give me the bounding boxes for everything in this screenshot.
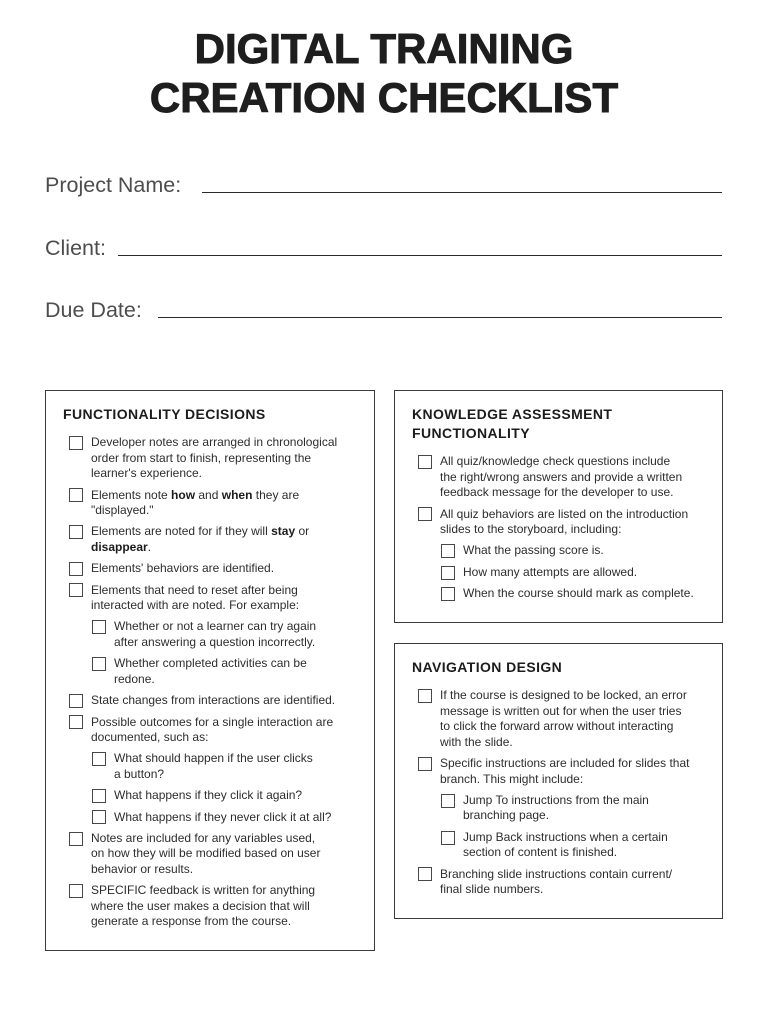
page-title	[0, 24, 768, 122]
item-text-line: SPECIFIC feedback is written for anything	[91, 883, 316, 898]
item-text-line: order from start to finish, representing the	[91, 450, 312, 465]
item-text	[463, 565, 637, 581]
checklist-item	[418, 454, 714, 501]
item-text-line: on how they will be modified based on user	[91, 846, 321, 861]
item-text-line: message is written out for when the user tries	[440, 703, 682, 718]
checklist-item	[418, 688, 714, 750]
item-text-line: All quiz/knowledge check questions include	[440, 454, 671, 469]
checklist-subitem	[441, 543, 714, 559]
page-title-line: DIGITAL TRAINING	[194, 25, 574, 72]
checklist-subitem	[92, 810, 366, 826]
text-segment: they are	[252, 487, 300, 502]
checkbox[interactable]	[69, 694, 83, 708]
checklist-subitem	[92, 788, 366, 804]
item-text-line: State changes from interactions are identified.	[91, 693, 336, 708]
checkbox[interactable]	[69, 583, 83, 597]
item-text-line: generate a response from the course.	[91, 914, 292, 929]
item-text-line: behavior or results.	[91, 861, 194, 876]
item-text	[440, 507, 688, 538]
checkbox[interactable]	[92, 752, 106, 766]
checklist-item	[69, 831, 366, 878]
item-text-line: to click the forward arrow without interacting	[440, 719, 674, 734]
checkbox[interactable]	[441, 544, 455, 558]
item-text	[114, 810, 331, 826]
item-text-line: Jump Back instructions when a certain	[463, 829, 668, 844]
checklist-subitem	[92, 619, 366, 650]
item-text-line: Branching slide instructions contain current/	[440, 866, 673, 881]
checklist-item	[69, 524, 366, 555]
item-text-line: where the user makes a decision that will	[91, 898, 310, 913]
client-field	[45, 236, 722, 260]
item-text-line: What happens if they click it again?	[114, 788, 303, 803]
bold-text: how	[171, 487, 196, 502]
item-text-line	[91, 524, 309, 540]
bold-text: disappear	[91, 539, 148, 554]
checklist-subitem	[441, 565, 714, 581]
item-text	[91, 883, 315, 930]
sub-checklist	[92, 619, 366, 687]
checkbox[interactable]	[92, 657, 106, 671]
text-segment: .	[147, 539, 152, 554]
item-text-line: All quiz behaviors are listed on the introduction	[440, 506, 689, 521]
checkbox[interactable]	[418, 689, 432, 703]
item-text-line: feedback message for the developer to use.	[440, 485, 674, 500]
checklist-item	[69, 883, 366, 930]
sub-checklist	[441, 543, 714, 601]
item-text-line	[91, 540, 309, 556]
checklist-item	[418, 867, 714, 898]
item-text	[114, 619, 316, 650]
due-date-input-line[interactable]	[158, 298, 722, 318]
checkbox[interactable]	[441, 794, 455, 808]
checkbox[interactable]	[441, 566, 455, 580]
due-date-label: Due Date:	[45, 298, 142, 322]
checklist	[69, 435, 366, 929]
item-text	[114, 656, 307, 687]
item-text	[91, 715, 333, 746]
sub-checklist	[92, 751, 366, 825]
item-text	[440, 688, 687, 750]
text-segment: and	[195, 487, 222, 502]
item-text-line: Elements' behaviors are identified.	[91, 561, 275, 576]
item-text-line: branch. This might include:	[440, 771, 584, 786]
item-text-line	[91, 488, 299, 504]
item-text-line: Elements that need to reset after being	[91, 582, 298, 597]
checkbox[interactable]	[69, 436, 83, 450]
item-text-line: branching page.	[463, 808, 550, 823]
checkbox[interactable]	[92, 789, 106, 803]
item-text-line: "displayed."	[91, 503, 154, 518]
bold-text: when	[221, 487, 253, 502]
checklist-subitem	[441, 793, 714, 824]
sub-checklist	[441, 793, 714, 861]
section-title-line: FUNCTIONALITY DECISIONS	[63, 405, 266, 422]
checklist-subitem	[92, 751, 366, 782]
section-title	[412, 405, 714, 443]
checklist-item	[69, 583, 366, 614]
checklist-item	[69, 561, 366, 577]
item-text-line: When the course should mark as complete.	[463, 586, 694, 601]
item-text-line: slides to the storyboard, including:	[440, 522, 622, 537]
item-text-line: interacted with are noted. For example:	[91, 598, 300, 613]
page-title-line: CREATION CHECKLIST	[149, 74, 619, 121]
due-date-field	[45, 298, 722, 322]
checkbox[interactable]	[441, 587, 455, 601]
section-title-line: NAVIGATION DESIGN	[412, 658, 563, 675]
item-text-line: What happens if they never click it at all?	[114, 809, 332, 824]
item-text-line: Developer notes are arranged in chronological	[91, 435, 338, 450]
section-knowledge-assessment	[394, 390, 723, 623]
item-text	[91, 561, 274, 577]
item-text	[91, 831, 320, 878]
project-name-label: Project Name:	[45, 173, 182, 197]
checkbox[interactable]	[92, 620, 106, 634]
item-text-line: How many attempts are allowed.	[463, 564, 638, 579]
client-input-line[interactable]	[118, 236, 722, 256]
checkbox[interactable]	[69, 562, 83, 576]
client-label: Client:	[45, 236, 106, 260]
section-title-line: KNOWLEDGE ASSESSMENT	[412, 405, 613, 422]
item-text-line: Specific instructions are included for slides that	[440, 756, 690, 771]
checkbox[interactable]	[69, 884, 83, 898]
checklist-subitem	[92, 656, 366, 687]
checklist	[418, 454, 714, 601]
checkbox[interactable]	[69, 832, 83, 846]
checklist-item	[69, 488, 366, 519]
checkbox[interactable]	[69, 525, 83, 539]
item-text-line: If the course is designed to be locked, an error	[440, 688, 687, 703]
section-title-line: FUNCTIONALITY	[412, 424, 530, 441]
item-text-line: the right/wrong answers and provide a written	[440, 469, 683, 484]
section-functionality-decisions	[45, 390, 375, 951]
checkbox[interactable]	[441, 831, 455, 845]
item-text	[463, 793, 649, 824]
item-text-line: final slide numbers.	[440, 882, 544, 897]
item-text	[463, 543, 604, 559]
item-text-line: after answering a question incorrectly.	[114, 634, 316, 649]
item-text	[463, 830, 668, 861]
item-text-line: learner's experience.	[91, 466, 203, 481]
item-text	[91, 488, 299, 519]
checklist-subitem	[441, 586, 714, 602]
item-text	[114, 751, 313, 782]
item-text-line: documented, such as:	[91, 730, 209, 744]
checkbox[interactable]	[418, 867, 432, 881]
checklist-item	[69, 435, 366, 482]
item-text-line: Whether or not a learner can try again	[114, 619, 317, 634]
bold-text: stay	[271, 524, 296, 539]
checklist-item	[69, 693, 366, 709]
text-segment: Elements note	[91, 487, 172, 502]
checklist	[418, 688, 714, 897]
item-text	[91, 583, 299, 614]
item-text-line: Notes are included for any variables used,	[91, 830, 316, 845]
item-text	[440, 454, 682, 501]
checklist-item	[418, 756, 714, 787]
item-text	[91, 524, 309, 555]
section-title	[63, 405, 366, 424]
item-text-line: Jump To instructions from the main	[463, 792, 649, 807]
item-text	[440, 867, 672, 898]
section-navigation-design	[394, 643, 723, 919]
item-text	[91, 435, 337, 482]
item-text	[114, 788, 302, 804]
item-text-line: What should happen if the user clicks	[114, 751, 313, 766]
item-text-line: with the slide.	[440, 734, 513, 749]
project-name-field	[45, 173, 722, 197]
item-text-line: Whether completed activities can be	[114, 656, 307, 671]
checklist-subitem	[441, 830, 714, 861]
checkbox[interactable]	[418, 757, 432, 771]
checkbox[interactable]	[69, 488, 83, 502]
item-text-line: What the passing score is.	[463, 543, 604, 558]
checkbox[interactable]	[92, 810, 106, 824]
item-text	[440, 756, 689, 787]
item-text-line: section of content is finished.	[463, 845, 618, 860]
item-text-line: a button?	[114, 766, 165, 781]
checkbox[interactable]	[418, 455, 432, 469]
text-segment: or	[295, 524, 310, 539]
item-text	[91, 693, 335, 709]
project-name-input-line[interactable]	[202, 173, 722, 193]
checklist-item	[69, 715, 366, 746]
text-segment: Elements are noted for if they will	[91, 524, 272, 539]
section-title	[412, 658, 714, 677]
item-text-line: redone.	[114, 671, 155, 686]
checkbox[interactable]	[69, 715, 83, 729]
checklist-item	[418, 507, 714, 538]
item-text-line: Possible outcomes for a single interaction are	[91, 714, 334, 729]
checkbox[interactable]	[418, 507, 432, 521]
item-text	[463, 586, 694, 602]
